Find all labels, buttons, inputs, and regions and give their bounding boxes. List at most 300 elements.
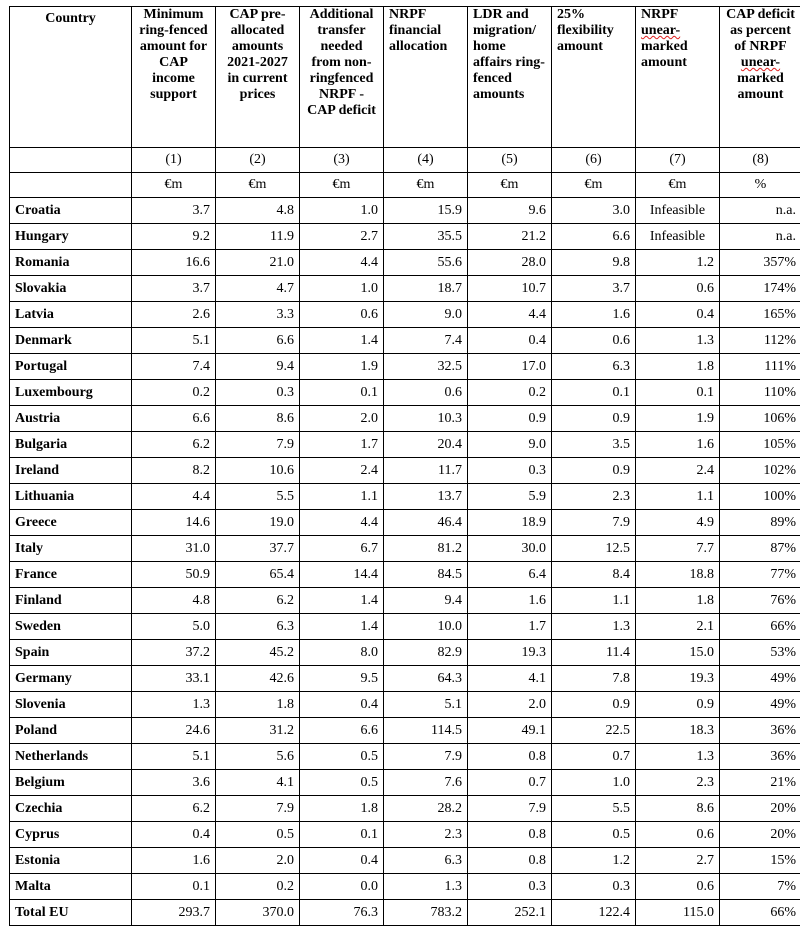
cell-v2: 31.2 [216, 718, 300, 744]
cell-v5: 5.9 [468, 484, 552, 510]
country-name: Germany [10, 666, 132, 692]
cell-v6: 3.5 [552, 432, 636, 458]
country-name: France [10, 562, 132, 588]
unit-label: €m [636, 173, 720, 198]
cell-v2: 8.6 [216, 406, 300, 432]
table-row [10, 354, 800, 380]
header-nrpf-unearmarked-c: marked amount [641, 39, 688, 70]
table-row [10, 848, 800, 874]
cell-v8: 111% [720, 354, 800, 380]
cell-v8: 89% [720, 510, 800, 536]
country-name: Luxembourg [10, 380, 132, 406]
cell-v3: 0.5 [300, 770, 384, 796]
cell-v6: 0.9 [552, 406, 636, 432]
column-number-blank [10, 148, 132, 173]
table-row [10, 224, 800, 250]
cell-v3: 2.4 [300, 458, 384, 484]
cell-v4: 5.1 [384, 692, 468, 718]
cell-v3: 6.6 [300, 718, 384, 744]
cap-nrpf-table [9, 6, 800, 926]
cell-v2: 7.9 [216, 432, 300, 458]
cell-v1: 31.0 [132, 536, 216, 562]
cell-v2: 9.4 [216, 354, 300, 380]
cell-v2: 19.0 [216, 510, 300, 536]
cell-v2: 1.8 [216, 692, 300, 718]
cell-v5: 0.8 [468, 744, 552, 770]
cell-v6: 2.3 [552, 484, 636, 510]
cell-v7: 0.6 [636, 822, 720, 848]
header-ldr-migration: LDR and migration/ home affairs ring-fenced amounts [468, 7, 552, 148]
country-name: Finland [10, 588, 132, 614]
cell-v8: 36% [720, 718, 800, 744]
cell-v5: 0.7 [468, 770, 552, 796]
cell-v1: 1.6 [132, 848, 216, 874]
country-name: Netherlands [10, 744, 132, 770]
cell-v6: 22.5 [552, 718, 636, 744]
cell-v3: 1.8 [300, 796, 384, 822]
table-row [10, 250, 800, 276]
cell-v2: 65.4 [216, 562, 300, 588]
cell-v3: 76.3 [300, 900, 384, 926]
cell-v4: 35.5 [384, 224, 468, 250]
cell-v2: 42.6 [216, 666, 300, 692]
unit-label: €m [552, 173, 636, 198]
cell-v5: 18.9 [468, 510, 552, 536]
cell-v1: 33.1 [132, 666, 216, 692]
table-row [10, 380, 800, 406]
cell-v2: 4.1 [216, 770, 300, 796]
cell-v6: 8.4 [552, 562, 636, 588]
country-name: Sweden [10, 614, 132, 640]
cell-v7: 18.8 [636, 562, 720, 588]
cell-v7: 1.3 [636, 328, 720, 354]
table-row [10, 406, 800, 432]
country-name: Cyprus [10, 822, 132, 848]
cell-v5: 0.9 [468, 406, 552, 432]
header-nrpf-allocation: NRPF financial allocation [384, 7, 468, 148]
unit-blank [10, 173, 132, 198]
country-name: Portugal [10, 354, 132, 380]
cell-v5: 28.0 [468, 250, 552, 276]
cell-v4: 55.6 [384, 250, 468, 276]
cell-v5: 17.0 [468, 354, 552, 380]
table-row [10, 510, 800, 536]
country-name: Estonia [10, 848, 132, 874]
cell-v5: 4.1 [468, 666, 552, 692]
cell-v4: 0.6 [384, 380, 468, 406]
cell-v4: 783.2 [384, 900, 468, 926]
cell-v3: 2.0 [300, 406, 384, 432]
table-row [10, 484, 800, 510]
column-number: (7) [636, 148, 720, 173]
cell-v3: 1.4 [300, 614, 384, 640]
cell-v1: 0.1 [132, 874, 216, 900]
cell-v2: 6.6 [216, 328, 300, 354]
cell-v3: 1.4 [300, 588, 384, 614]
table-row [10, 302, 800, 328]
cell-v8: 112% [720, 328, 800, 354]
column-number-row [10, 148, 800, 173]
cell-v1: 16.6 [132, 250, 216, 276]
cell-v2: 10.6 [216, 458, 300, 484]
table-row [10, 796, 800, 822]
cell-v7: 0.1 [636, 380, 720, 406]
cell-v7: 15.0 [636, 640, 720, 666]
cell-v8: 49% [720, 692, 800, 718]
cell-v6: 12.5 [552, 536, 636, 562]
cell-v2: 5.5 [216, 484, 300, 510]
cell-v3: 6.7 [300, 536, 384, 562]
cell-v5: 21.2 [468, 224, 552, 250]
cell-v4: 9.4 [384, 588, 468, 614]
cell-v8: 36% [720, 744, 800, 770]
header-cap-deficit-percent [720, 7, 800, 148]
cell-v2: 37.7 [216, 536, 300, 562]
country-name: Italy [10, 536, 132, 562]
cell-v6: 3.7 [552, 276, 636, 302]
cell-v7: Infeasible [636, 198, 720, 224]
table-row [10, 666, 800, 692]
country-name: Bulgaria [10, 432, 132, 458]
cell-v5: 10.7 [468, 276, 552, 302]
cell-v1: 7.4 [132, 354, 216, 380]
header-cap-deficit-b: unear- [740, 55, 781, 70]
cell-v6: 0.7 [552, 744, 636, 770]
cell-v2: 6.2 [216, 588, 300, 614]
cell-v6: 7.9 [552, 510, 636, 536]
header-min-ring-fenced: Minimum ring-fenced amount for CAP income support [132, 7, 216, 148]
country-name: Greece [10, 510, 132, 536]
cell-v5: 4.4 [468, 302, 552, 328]
cell-v5: 49.1 [468, 718, 552, 744]
header-cap-pre-allocated: CAP pre-allocated amounts 2021-2027 in current prices [216, 7, 300, 148]
cell-v8: 105% [720, 432, 800, 458]
unit-label: €m [300, 173, 384, 198]
cell-v2: 45.2 [216, 640, 300, 666]
cell-v4: 64.3 [384, 666, 468, 692]
cell-v1: 3.7 [132, 198, 216, 224]
cell-v8: 102% [720, 458, 800, 484]
cell-v4: 28.2 [384, 796, 468, 822]
cell-v3: 1.0 [300, 198, 384, 224]
cell-v8: 76% [720, 588, 800, 614]
cell-v8: 174% [720, 276, 800, 302]
cell-v4: 84.5 [384, 562, 468, 588]
cell-v4: 18.7 [384, 276, 468, 302]
cell-v7: 1.8 [636, 588, 720, 614]
cell-v8: 49% [720, 666, 800, 692]
cell-v6: 1.1 [552, 588, 636, 614]
cell-v3: 8.0 [300, 640, 384, 666]
cell-v3: 0.0 [300, 874, 384, 900]
cell-v7: 0.6 [636, 874, 720, 900]
cell-v5: 0.3 [468, 458, 552, 484]
cell-v4: 32.5 [384, 354, 468, 380]
cell-v3: 1.1 [300, 484, 384, 510]
cell-v3: 1.9 [300, 354, 384, 380]
header-row [10, 7, 800, 148]
cell-v7: 1.2 [636, 250, 720, 276]
cell-v7: 0.6 [636, 276, 720, 302]
cell-v5: 2.0 [468, 692, 552, 718]
cell-v3: 0.1 [300, 822, 384, 848]
cell-v4: 81.2 [384, 536, 468, 562]
cell-v5: 0.8 [468, 822, 552, 848]
cell-v8: 66% [720, 614, 800, 640]
cell-v1: 3.7 [132, 276, 216, 302]
cell-v7: 1.8 [636, 354, 720, 380]
cell-v7: 115.0 [636, 900, 720, 926]
cell-v3: 2.7 [300, 224, 384, 250]
column-number: (8) [720, 148, 800, 173]
column-number: (5) [468, 148, 552, 173]
table-row [10, 276, 800, 302]
cell-v6: 5.5 [552, 796, 636, 822]
country-name: Poland [10, 718, 132, 744]
cell-v7: 2.1 [636, 614, 720, 640]
cell-v7: 1.6 [636, 432, 720, 458]
cell-v7: Infeasible [636, 224, 720, 250]
cell-v4: 1.3 [384, 874, 468, 900]
header-flexibility: 25% flexibility amount [552, 7, 636, 148]
cell-v8: 66% [720, 900, 800, 926]
cell-v1: 6.2 [132, 432, 216, 458]
cell-v6: 9.8 [552, 250, 636, 276]
cell-v8: 15% [720, 848, 800, 874]
cell-v7: 1.9 [636, 406, 720, 432]
country-name: Romania [10, 250, 132, 276]
cell-v6: 6.3 [552, 354, 636, 380]
cell-v8: 21% [720, 770, 800, 796]
country-name: Slovakia [10, 276, 132, 302]
country-name: Total EU [10, 900, 132, 926]
cell-v2: 3.3 [216, 302, 300, 328]
cell-v6: 0.9 [552, 692, 636, 718]
cell-v3: 1.0 [300, 276, 384, 302]
cell-v7: 1.1 [636, 484, 720, 510]
cell-v1: 6.2 [132, 796, 216, 822]
cell-v7: 0.9 [636, 692, 720, 718]
unit-label: €m [216, 173, 300, 198]
table-row [10, 432, 800, 458]
cell-v3: 0.6 [300, 302, 384, 328]
cell-v3: 9.5 [300, 666, 384, 692]
cell-v2: 0.5 [216, 822, 300, 848]
cell-v5: 30.0 [468, 536, 552, 562]
cell-v4: 20.4 [384, 432, 468, 458]
cell-v8: 7% [720, 874, 800, 900]
cell-v5: 0.4 [468, 328, 552, 354]
unit-label: €m [132, 173, 216, 198]
unit-label: €m [384, 173, 468, 198]
unit-label: €m [468, 173, 552, 198]
header-nrpf-unearmarked-b: unear- [641, 23, 681, 38]
cell-v6: 3.0 [552, 198, 636, 224]
cell-v1: 0.4 [132, 822, 216, 848]
cell-v4: 11.7 [384, 458, 468, 484]
cell-v5: 0.3 [468, 874, 552, 900]
column-number: (1) [132, 148, 216, 173]
cell-v5: 9.6 [468, 198, 552, 224]
cell-v1: 6.6 [132, 406, 216, 432]
cell-v5: 0.8 [468, 848, 552, 874]
cell-v3: 0.4 [300, 692, 384, 718]
cell-v3: 0.1 [300, 380, 384, 406]
cell-v8: n.a. [720, 224, 800, 250]
table-row [10, 640, 800, 666]
header-country: Country [10, 7, 132, 148]
cell-v6: 7.8 [552, 666, 636, 692]
cell-v2: 2.0 [216, 848, 300, 874]
table-row [10, 328, 800, 354]
cell-v7: 0.4 [636, 302, 720, 328]
country-name: Ireland [10, 458, 132, 484]
cell-v8: 357% [720, 250, 800, 276]
cell-v3: 4.4 [300, 510, 384, 536]
country-name: Hungary [10, 224, 132, 250]
unit-label: % [720, 173, 800, 198]
header-cap-deficit-c: marked amount [737, 71, 784, 102]
table-row [10, 718, 800, 744]
cell-v1: 3.6 [132, 770, 216, 796]
cell-v1: 24.6 [132, 718, 216, 744]
unit-row [10, 173, 800, 198]
table-row [10, 198, 800, 224]
cell-v6: 11.4 [552, 640, 636, 666]
header-additional-transfer: Additional transfer needed from non-ringfenced NRPF - CAP deficit [300, 7, 384, 148]
header-nrpf-unearmarked-a: NRPF [641, 7, 678, 22]
cell-v5: 1.7 [468, 614, 552, 640]
cell-v7: 18.3 [636, 718, 720, 744]
cell-v2: 5.6 [216, 744, 300, 770]
cell-v5: 7.9 [468, 796, 552, 822]
cell-v8: 87% [720, 536, 800, 562]
cell-v8: 110% [720, 380, 800, 406]
cell-v8: 106% [720, 406, 800, 432]
cell-v6: 1.0 [552, 770, 636, 796]
cell-v2: 370.0 [216, 900, 300, 926]
cell-v8: n.a. [720, 198, 800, 224]
cell-v3: 14.4 [300, 562, 384, 588]
cell-v4: 7.4 [384, 328, 468, 354]
country-name: Latvia [10, 302, 132, 328]
cell-v8: 77% [720, 562, 800, 588]
cell-v7: 4.9 [636, 510, 720, 536]
cell-v1: 8.2 [132, 458, 216, 484]
country-name: Denmark [10, 328, 132, 354]
cell-v6: 1.2 [552, 848, 636, 874]
total-row [10, 900, 800, 926]
cell-v1: 50.9 [132, 562, 216, 588]
cell-v7: 7.7 [636, 536, 720, 562]
cell-v4: 10.3 [384, 406, 468, 432]
cell-v4: 15.9 [384, 198, 468, 224]
cell-v4: 2.3 [384, 822, 468, 848]
table-row [10, 692, 800, 718]
cell-v1: 1.3 [132, 692, 216, 718]
cell-v2: 0.2 [216, 874, 300, 900]
cell-v8: 53% [720, 640, 800, 666]
cell-v7: 2.7 [636, 848, 720, 874]
table-row [10, 744, 800, 770]
cell-v2: 4.8 [216, 198, 300, 224]
cell-v6: 0.6 [552, 328, 636, 354]
cell-v3: 0.5 [300, 744, 384, 770]
column-number: (4) [384, 148, 468, 173]
cell-v3: 0.4 [300, 848, 384, 874]
country-name: Croatia [10, 198, 132, 224]
cell-v1: 293.7 [132, 900, 216, 926]
cell-v8: 20% [720, 796, 800, 822]
cell-v6: 122.4 [552, 900, 636, 926]
cell-v3: 4.4 [300, 250, 384, 276]
cell-v1: 5.1 [132, 328, 216, 354]
cell-v8: 100% [720, 484, 800, 510]
table-row [10, 614, 800, 640]
cell-v5: 6.4 [468, 562, 552, 588]
table-row [10, 458, 800, 484]
cell-v1: 2.6 [132, 302, 216, 328]
cell-v4: 6.3 [384, 848, 468, 874]
cell-v5: 19.3 [468, 640, 552, 666]
cell-v7: 2.3 [636, 770, 720, 796]
country-name: Slovenia [10, 692, 132, 718]
table-row [10, 536, 800, 562]
cell-v6: 0.3 [552, 874, 636, 900]
column-number: (6) [552, 148, 636, 173]
cell-v8: 165% [720, 302, 800, 328]
cell-v2: 21.0 [216, 250, 300, 276]
cell-v6: 0.1 [552, 380, 636, 406]
cell-v1: 4.4 [132, 484, 216, 510]
country-name: Lithuania [10, 484, 132, 510]
cell-v5: 0.2 [468, 380, 552, 406]
cell-v1: 5.0 [132, 614, 216, 640]
cell-v5: 1.6 [468, 588, 552, 614]
cell-v1: 4.8 [132, 588, 216, 614]
column-number: (2) [216, 148, 300, 173]
cell-v4: 9.0 [384, 302, 468, 328]
cell-v7: 2.4 [636, 458, 720, 484]
table-row [10, 770, 800, 796]
cell-v1: 37.2 [132, 640, 216, 666]
cell-v4: 7.6 [384, 770, 468, 796]
cell-v7: 19.3 [636, 666, 720, 692]
cell-v4: 46.4 [384, 510, 468, 536]
table-body [10, 198, 800, 926]
cell-v3: 1.4 [300, 328, 384, 354]
cell-v1: 9.2 [132, 224, 216, 250]
cell-v2: 4.7 [216, 276, 300, 302]
column-number: (3) [300, 148, 384, 173]
table-row [10, 588, 800, 614]
cell-v1: 14.6 [132, 510, 216, 536]
cell-v2: 0.3 [216, 380, 300, 406]
header-cap-deficit-a: CAP deficit as percent of NRPF [726, 7, 795, 54]
cell-v2: 11.9 [216, 224, 300, 250]
header-nrpf-unearmarked [636, 7, 720, 148]
cell-v4: 114.5 [384, 718, 468, 744]
table-row [10, 562, 800, 588]
cell-v5: 252.1 [468, 900, 552, 926]
cell-v8: 20% [720, 822, 800, 848]
cell-v2: 6.3 [216, 614, 300, 640]
cell-v4: 13.7 [384, 484, 468, 510]
cell-v4: 7.9 [384, 744, 468, 770]
cell-v7: 8.6 [636, 796, 720, 822]
cell-v4: 10.0 [384, 614, 468, 640]
cell-v6: 1.3 [552, 614, 636, 640]
